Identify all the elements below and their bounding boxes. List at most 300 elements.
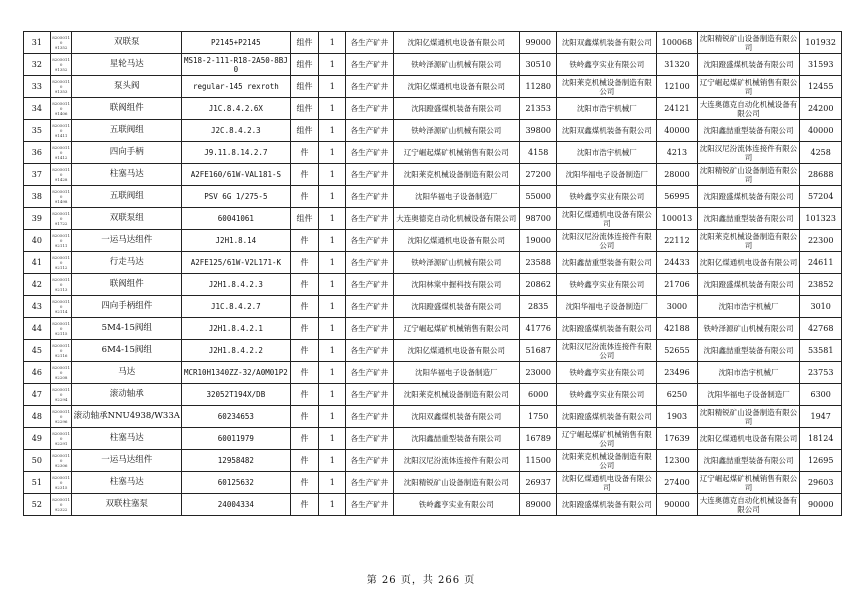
price-1-cell: 55000	[519, 186, 557, 208]
supplier-1-cell: 铁岭泽源矿山机械有限公司	[393, 252, 519, 274]
price-3-cell: 101932	[800, 32, 842, 54]
supplier-3-cell: 沈阳蹬盛煤机装备有限公司	[697, 54, 800, 76]
unit-cell: 件	[290, 318, 319, 340]
table-row	[24, 406, 842, 428]
part-model-cell: J1C.8.4.2.7	[182, 296, 291, 318]
row-number-cell: 48	[24, 406, 51, 428]
row-number-cell: 35	[24, 120, 51, 142]
supplier-2-cell: 沈阳莱克机械设备制造有限公司	[557, 76, 657, 98]
price-3-cell: 101323	[800, 208, 842, 230]
price-3-cell: 42768	[800, 318, 842, 340]
supplier-1-cell: 沈阳华福电子设备制造厂	[393, 186, 519, 208]
part-model-cell: P2145+P2145	[182, 32, 291, 54]
supplier-1-cell: 沈阳鑫喆重型装备有限公司	[393, 428, 519, 450]
part-model-cell: MS18-2-111-R18-2A50-8BJ0	[182, 54, 291, 76]
supplier-2-cell: 沈阳亿煤通机电设备有限公司	[557, 208, 657, 230]
supplier-1-cell: 沈阳亿煤通机电设备有限公司	[393, 32, 519, 54]
user-unit-cell: 各生产矿井	[346, 428, 393, 450]
material-code-cell: 82050110 92294	[50, 384, 72, 406]
price-2-cell: 28000	[657, 164, 698, 186]
price-1-cell: 51687	[519, 340, 557, 362]
part-model-cell: J2H1.8.4.2.2	[182, 340, 291, 362]
part-model-cell: J2H1.8.4.2.1	[182, 318, 291, 340]
quantity-cell: 1	[319, 428, 346, 450]
table-row	[24, 252, 842, 274]
price-1-cell: 2835	[519, 296, 557, 318]
price-3-cell: 23753	[800, 362, 842, 384]
unit-cell: 件	[290, 450, 319, 472]
part-name-cell: 马达	[72, 362, 182, 384]
supplier-3-cell: 沈阳汉尼汾流体连接件有限公司	[697, 142, 800, 164]
supplier-3-cell: 大连奥德克自动化机械设备有限公司	[697, 494, 800, 516]
supplier-2-cell: 沈阳市浩宇机械厂	[557, 142, 657, 164]
table-row	[24, 142, 842, 164]
table-row	[24, 450, 842, 472]
supplier-2-cell: 沈阳汉尼汾流体连接件有限公司	[557, 230, 657, 252]
part-name-cell: 联阀组件	[72, 98, 182, 120]
price-1-cell: 23000	[519, 362, 557, 384]
row-number-cell: 44	[24, 318, 51, 340]
part-model-cell: regular-145 rexroth	[182, 76, 291, 98]
price-1-cell: 19000	[519, 230, 557, 252]
user-unit-cell: 各生产矿井	[346, 186, 393, 208]
supplier-1-cell: 沈阳华福电子设备制造厂	[393, 362, 519, 384]
supplier-1-cell: 沈阳亿煤通机电设备有限公司	[393, 230, 519, 252]
quantity-cell: 1	[319, 54, 346, 76]
price-1-cell: 16789	[519, 428, 557, 450]
user-unit-cell: 各生产矿井	[346, 318, 393, 340]
material-code-cell: 82050110 91412	[50, 142, 72, 164]
row-number-cell: 49	[24, 428, 51, 450]
table-row	[24, 362, 842, 384]
unit-cell: 组件	[290, 54, 319, 76]
part-model-cell: 60125632	[182, 472, 291, 494]
supplier-2-cell: 铁岭鑫亨实业有限公司	[557, 274, 657, 296]
material-code-cell: 82050110 91428	[50, 164, 72, 186]
price-3-cell: 24200	[800, 98, 842, 120]
price-2-cell: 27400	[657, 472, 698, 494]
price-1-cell: 11280	[519, 76, 557, 98]
supplier-1-cell: 沈阳莱克机械设备制造有限公司	[393, 384, 519, 406]
page-number: 第 26 页，共 266 页	[366, 575, 476, 586]
price-2-cell: 24433	[657, 252, 698, 274]
supplier-3-cell: 沈阳鑫喆重型装备有限公司	[697, 208, 800, 230]
user-unit-cell: 各生产矿井	[346, 98, 393, 120]
part-name-cell: 柱塞马达	[72, 428, 182, 450]
quantity-cell: 1	[319, 384, 346, 406]
supplier-3-cell: 沈阳华福电子设备制造厂	[697, 384, 800, 406]
table-row	[24, 32, 842, 54]
price-3-cell: 22300	[800, 230, 842, 252]
table-row	[24, 428, 842, 450]
supplier-3-cell: 沈阳蹬盛煤机装备有限公司	[697, 274, 800, 296]
part-name-cell: 滚动轴承NNU4938/W33A	[72, 406, 182, 428]
supplier-3-cell: 沈阳莱克机械设备制造有限公司	[697, 230, 800, 252]
material-code-cell: 82050110 92306	[50, 450, 72, 472]
material-code-cell: 82050110 92315	[50, 472, 72, 494]
user-unit-cell: 各生产矿井	[346, 362, 393, 384]
price-1-cell: 23588	[519, 252, 557, 274]
table-row	[24, 340, 842, 362]
supplier-1-cell: 辽宁崛起煤矿机械销售有限公司	[393, 318, 519, 340]
material-code-cell: 82050110 92208	[50, 362, 72, 384]
price-1-cell: 11500	[519, 450, 557, 472]
user-unit-cell: 各生产矿井	[346, 142, 393, 164]
quantity-cell: 1	[319, 252, 346, 274]
quantity-cell: 1	[319, 406, 346, 428]
price-3-cell: 31593	[800, 54, 842, 76]
row-number-cell: 45	[24, 340, 51, 362]
supplier-2-cell: 铁岭鑫亨实业有限公司	[557, 54, 657, 76]
part-model-cell: A2FE160/61W-VAL181-S	[182, 164, 291, 186]
user-unit-cell: 各生产矿井	[346, 450, 393, 472]
material-code-cell: 82050110 91411	[50, 120, 72, 142]
price-1-cell: 21353	[519, 98, 557, 120]
supplier-1-cell: 铁岭鑫亨实业有限公司	[393, 494, 519, 516]
quantity-cell: 1	[319, 450, 346, 472]
supplier-2-cell: 铁岭鑫亨实业有限公司	[557, 186, 657, 208]
unit-cell: 件	[290, 362, 319, 384]
price-2-cell: 12100	[657, 76, 698, 98]
price-1-cell: 4158	[519, 142, 557, 164]
material-code-cell: 82050110 92111	[50, 230, 72, 252]
user-unit-cell: 各生产矿井	[346, 472, 393, 494]
row-number-cell: 33	[24, 76, 51, 98]
part-model-cell: J2H1.8.14	[182, 230, 291, 252]
part-model-cell: 60011979	[182, 428, 291, 450]
material-code-cell: 82050110 91498	[50, 186, 72, 208]
unit-cell: 件	[290, 252, 319, 274]
supplier-3-cell: 沈阳亿煤通机电设备有限公司	[697, 428, 800, 450]
price-3-cell: 24611	[800, 252, 842, 274]
material-code-cell: 82050110 92115	[50, 318, 72, 340]
table-row	[24, 98, 842, 120]
supplier-3-cell: 沈阳精锐矿山设备制造有限公司	[697, 406, 800, 428]
price-3-cell: 1947	[800, 406, 842, 428]
unit-cell: 件	[290, 384, 319, 406]
table-row	[24, 472, 842, 494]
unit-cell: 件	[290, 494, 319, 516]
price-3-cell: 18124	[800, 428, 842, 450]
material-code-cell: 82050110 91352	[50, 32, 72, 54]
table-row	[24, 494, 842, 516]
price-3-cell: 29603	[800, 472, 842, 494]
supplier-1-cell: 沈阳双鑫煤机装备有限公司	[393, 406, 519, 428]
supplier-1-cell: 沈阳亿煤通机电设备有限公司	[393, 76, 519, 98]
quantity-cell: 1	[319, 164, 346, 186]
row-number-cell: 40	[24, 230, 51, 252]
row-number-cell: 37	[24, 164, 51, 186]
price-1-cell: 20862	[519, 274, 557, 296]
material-code-cell: 82050110 91353	[50, 76, 72, 98]
row-number-cell: 42	[24, 274, 51, 296]
price-2-cell: 21706	[657, 274, 698, 296]
part-model-cell: 60041061	[182, 208, 291, 230]
price-2-cell: 17639	[657, 428, 698, 450]
user-unit-cell: 各生产矿井	[346, 120, 393, 142]
part-name-cell: 四向手柄	[72, 142, 182, 164]
supplier-2-cell: 沈阳双鑫煤机装备有限公司	[557, 32, 657, 54]
price-1-cell: 1750	[519, 406, 557, 428]
supplier-3-cell: 辽宁崛起煤矿机械销售有限公司	[697, 76, 800, 98]
material-code-cell: 82050110 92296	[50, 406, 72, 428]
quantity-cell: 1	[319, 230, 346, 252]
supplier-3-cell: 沈阳市浩宇机械厂	[697, 362, 800, 384]
material-code-cell: 82050110 92113	[50, 274, 72, 296]
material-code-cell: 82050110 92112	[50, 252, 72, 274]
unit-cell: 件	[290, 472, 319, 494]
supplier-3-cell: 沈阳精锐矿山设备制造有限公司	[697, 164, 800, 186]
supplier-3-cell: 沈阳亿煤通机电设备有限公司	[697, 252, 800, 274]
table-row	[24, 208, 842, 230]
supplier-3-cell: 大连奥德克自动化机械设备有限公司	[697, 98, 800, 120]
supplier-2-cell: 沈阳华福电子设备制造厂	[557, 296, 657, 318]
quantity-cell: 1	[319, 472, 346, 494]
user-unit-cell: 各生产矿井	[346, 76, 393, 98]
part-model-cell: 12958482	[182, 450, 291, 472]
part-name-cell: 一运马达组件	[72, 230, 182, 252]
supplier-1-cell: 辽宁崛起煤矿机械销售有限公司	[393, 142, 519, 164]
price-3-cell: 3010	[800, 296, 842, 318]
part-name-cell: 四向手柄组件	[72, 296, 182, 318]
user-unit-cell: 各生产矿井	[346, 406, 393, 428]
material-code-cell: 82050110 92114	[50, 296, 72, 318]
table-row	[24, 54, 842, 76]
quantity-cell: 1	[319, 208, 346, 230]
part-model-cell: 60234653	[182, 406, 291, 428]
supplier-2-cell: 铁岭鑫亨实业有限公司	[557, 384, 657, 406]
unit-cell: 件	[290, 186, 319, 208]
price-1-cell: 30510	[519, 54, 557, 76]
table-row	[24, 76, 842, 98]
table-row	[24, 384, 842, 406]
row-number-cell: 46	[24, 362, 51, 384]
user-unit-cell: 各生产矿井	[346, 274, 393, 296]
table-row	[24, 186, 842, 208]
quantity-cell: 1	[319, 318, 346, 340]
user-unit-cell: 各生产矿井	[346, 494, 393, 516]
price-2-cell: 31320	[657, 54, 698, 76]
price-2-cell: 12300	[657, 450, 698, 472]
part-name-cell: 双联柱塞泵	[72, 494, 182, 516]
price-2-cell: 4213	[657, 142, 698, 164]
row-number-cell: 41	[24, 252, 51, 274]
price-3-cell: 23852	[800, 274, 842, 296]
part-name-cell: 6M4-15阀组	[72, 340, 182, 362]
unit-cell: 件	[290, 164, 319, 186]
material-code-cell: 82050110 92116	[50, 340, 72, 362]
table-row	[24, 296, 842, 318]
user-unit-cell: 各生产矿井	[346, 32, 393, 54]
unit-cell: 件	[290, 274, 319, 296]
price-2-cell: 56995	[657, 186, 698, 208]
quantity-cell: 1	[319, 340, 346, 362]
part-model-cell: PSV 6G 1/275-5	[182, 186, 291, 208]
unit-cell: 组件	[290, 98, 319, 120]
supplier-3-cell: 沈阳鑫喆重型装备有限公司	[697, 340, 800, 362]
table-row	[24, 120, 842, 142]
material-code-cell: 82050110 91352	[50, 54, 72, 76]
price-1-cell: 27200	[519, 164, 557, 186]
quantity-cell: 1	[319, 76, 346, 98]
row-number-cell: 52	[24, 494, 51, 516]
unit-cell: 件	[290, 340, 319, 362]
supplier-1-cell: 沈阳精锐矿山设备制造有限公司	[393, 472, 519, 494]
supplier-3-cell: 沈阳鑫喆重型装备有限公司	[697, 450, 800, 472]
supplier-1-cell: 沈阳林棠中握科技有限公司	[393, 274, 519, 296]
supplier-3-cell: 沈阳鑫喆重型装备有限公司	[697, 120, 800, 142]
price-1-cell: 98700	[519, 208, 557, 230]
quantity-cell: 1	[319, 494, 346, 516]
row-number-cell: 43	[24, 296, 51, 318]
quantity-cell: 1	[319, 98, 346, 120]
price-2-cell: 90000	[657, 494, 698, 516]
price-2-cell: 52655	[657, 340, 698, 362]
part-name-cell: 双联泵组	[72, 208, 182, 230]
price-1-cell: 89000	[519, 494, 557, 516]
supplier-3-cell: 沈阳蹬盛煤机装备有限公司	[697, 186, 800, 208]
part-name-cell: 五联阀组	[72, 186, 182, 208]
user-unit-cell: 各生产矿井	[346, 252, 393, 274]
supplier-1-cell: 沈阳汉尼汾流体连接件有限公司	[393, 450, 519, 472]
unit-cell: 件	[290, 296, 319, 318]
parts-price-table	[23, 31, 842, 516]
part-model-cell: J2H1.8.4.2.3	[182, 274, 291, 296]
part-name-cell: 星轮马达	[72, 54, 182, 76]
part-name-cell: 五联阀组	[72, 120, 182, 142]
unit-cell: 件	[290, 406, 319, 428]
price-3-cell: 53581	[800, 340, 842, 362]
price-2-cell: 3000	[657, 296, 698, 318]
unit-cell: 组件	[290, 120, 319, 142]
row-number-cell: 51	[24, 472, 51, 494]
row-number-cell: 39	[24, 208, 51, 230]
material-code-cell: 82050110 92291	[50, 428, 72, 450]
price-3-cell: 57204	[800, 186, 842, 208]
part-name-cell: 双联泵	[72, 32, 182, 54]
user-unit-cell: 各生产矿井	[346, 340, 393, 362]
quantity-cell: 1	[319, 274, 346, 296]
price-2-cell: 40000	[657, 120, 698, 142]
table-row	[24, 230, 842, 252]
price-3-cell: 12695	[800, 450, 842, 472]
row-number-cell: 47	[24, 384, 51, 406]
price-3-cell: 28688	[800, 164, 842, 186]
unit-cell: 件	[290, 142, 319, 164]
unit-cell: 组件	[290, 76, 319, 98]
table-row	[24, 164, 842, 186]
supplier-1-cell: 铁岭泽源矿山机械有限公司	[393, 54, 519, 76]
row-number-cell: 38	[24, 186, 51, 208]
part-model-cell: 24004334	[182, 494, 291, 516]
part-model-cell: 32052T194X/DB	[182, 384, 291, 406]
part-model-cell: J1C.8.4.2.6X	[182, 98, 291, 120]
price-3-cell: 40000	[800, 120, 842, 142]
quantity-cell: 1	[319, 120, 346, 142]
user-unit-cell: 各生产矿井	[346, 230, 393, 252]
price-3-cell: 4258	[800, 142, 842, 164]
price-2-cell: 42188	[657, 318, 698, 340]
row-number-cell: 32	[24, 54, 51, 76]
supplier-2-cell: 沈阳汉尼汾流体连接件有限公司	[557, 340, 657, 362]
supplier-2-cell: 沈阳双鑫煤机装备有限公司	[557, 120, 657, 142]
supplier-2-cell: 沈阳蹬盛煤机装备有限公司	[557, 318, 657, 340]
supplier-1-cell: 沈阳蹬盛煤机装备有限公司	[393, 98, 519, 120]
price-1-cell: 39800	[519, 120, 557, 142]
price-1-cell: 99000	[519, 32, 557, 54]
price-2-cell: 22112	[657, 230, 698, 252]
part-name-cell: 柱塞马达	[72, 164, 182, 186]
unit-cell: 组件	[290, 208, 319, 230]
price-2-cell: 6250	[657, 384, 698, 406]
quantity-cell: 1	[319, 32, 346, 54]
supplier-2-cell: 沈阳蹬盛煤机装备有限公司	[557, 494, 657, 516]
part-name-cell: 5M4-15阀组	[72, 318, 182, 340]
supplier-2-cell: 沈阳蹬盛煤机装备有限公司	[557, 406, 657, 428]
supplier-1-cell: 大连奥德克自动化机械设备有限公司	[393, 208, 519, 230]
table-row	[24, 318, 842, 340]
user-unit-cell: 各生产矿井	[346, 208, 393, 230]
supplier-2-cell: 辽宁崛起煤矿机械销售有限公司	[557, 428, 657, 450]
supplier-3-cell: 沈阳市浩宇机械厂	[697, 296, 800, 318]
price-2-cell: 100068	[657, 32, 698, 54]
price-3-cell: 12455	[800, 76, 842, 98]
row-number-cell: 34	[24, 98, 51, 120]
supplier-3-cell: 沈阳精锐矿山设备制造有限公司	[697, 32, 800, 54]
table-row	[24, 274, 842, 296]
price-1-cell: 6000	[519, 384, 557, 406]
supplier-3-cell: 辽宁崛起煤矿机械销售有限公司	[697, 472, 800, 494]
part-model-cell: MCR10H1340ZZ-32/A0M01P2	[182, 362, 291, 384]
unit-cell: 组件	[290, 32, 319, 54]
part-name-cell: 联阀组件	[72, 274, 182, 296]
supplier-2-cell: 沈阳鑫喆重型装备有限公司	[557, 252, 657, 274]
user-unit-cell: 各生产矿井	[346, 384, 393, 406]
supplier-1-cell: 沈阳亿煤通机电设备有限公司	[393, 340, 519, 362]
supplier-1-cell: 铁岭泽源矿山机械有限公司	[393, 120, 519, 142]
supplier-1-cell: 沈阳蹬盛煤机装备有限公司	[393, 296, 519, 318]
row-number-cell: 31	[24, 32, 51, 54]
quantity-cell: 1	[319, 296, 346, 318]
price-2-cell: 1903	[657, 406, 698, 428]
part-name-cell: 行走马达	[72, 252, 182, 274]
material-code-cell: 82050110 92322	[50, 494, 72, 516]
price-3-cell: 90000	[800, 494, 842, 516]
row-number-cell: 50	[24, 450, 51, 472]
user-unit-cell: 各生产矿井	[346, 54, 393, 76]
material-code-cell: 82050110 91722	[50, 208, 72, 230]
part-model-cell: J9.11.8.14.2.7	[182, 142, 291, 164]
quantity-cell: 1	[319, 186, 346, 208]
material-code-cell: 82050110 91406	[50, 98, 72, 120]
price-2-cell: 100013	[657, 208, 698, 230]
part-model-cell: A2FE125/61W-V2L171-K	[182, 252, 291, 274]
part-name-cell: 一运马达组件	[72, 450, 182, 472]
part-name-cell: 泵头阀	[72, 76, 182, 98]
supplier-2-cell: 沈阳市浩宇机械厂	[557, 98, 657, 120]
price-2-cell: 23496	[657, 362, 698, 384]
user-unit-cell: 各生产矿井	[346, 164, 393, 186]
quantity-cell: 1	[319, 142, 346, 164]
supplier-2-cell: 铁岭鑫亨实业有限公司	[557, 362, 657, 384]
part-model-cell: J2C.8.4.2.3	[182, 120, 291, 142]
price-2-cell: 24121	[657, 98, 698, 120]
price-1-cell: 26937	[519, 472, 557, 494]
supplier-2-cell: 沈阳华福电子设备制造厂	[557, 164, 657, 186]
unit-cell: 件	[290, 428, 319, 450]
part-name-cell: 柱塞马达	[72, 472, 182, 494]
part-name-cell: 滚动轴承	[72, 384, 182, 406]
